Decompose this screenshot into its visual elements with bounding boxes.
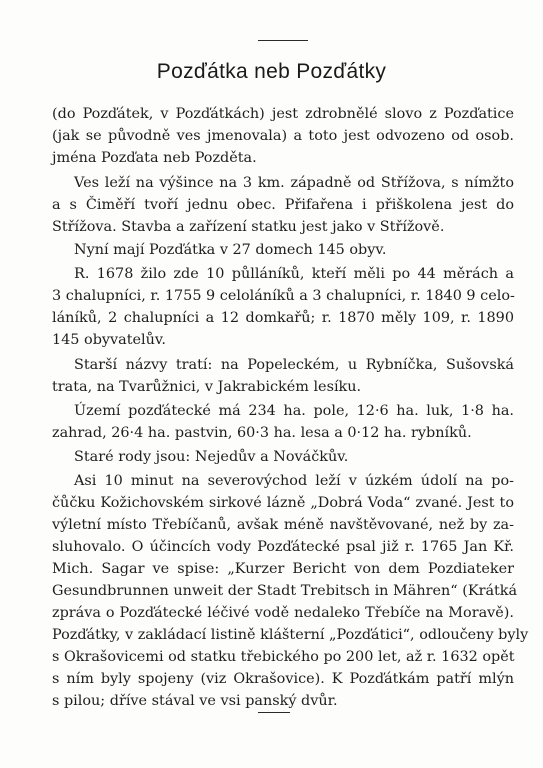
text-line: Nyní mají Pozďátka v 27 domech 145 obyv.	[74, 242, 387, 258]
top-rule	[258, 40, 308, 41]
text-line: Pozďátky, v zakládací listině klášterní „Pozďátici“, odloučeny byly	[52, 627, 529, 643]
text-line: Asi 10 minut na severovýchod leží v úzkém údolí na po-	[74, 473, 514, 489]
text-line: 3 chalupníci, r. 1755 9 celoláníků a 3 chalupníci, r. 1840 9 celo-	[52, 288, 515, 304]
text-line: Starší názvy tratí: na Popeleckém, u Rybníčka, Sušovská	[74, 357, 514, 373]
text-line: 145 obyvatelův.	[52, 332, 166, 348]
text-line: láníků, 2 chalupníci a 12 domkařů; r. 1870 měly 109, r. 1890	[52, 310, 514, 326]
text-line: čůčku Kožichovském sirkové lázně „Dobrá Voda“ zvané. Jest to	[52, 495, 514, 511]
text-line: (jak se původně ves jmenovala) a toto jest odvozeno od osob.	[52, 128, 514, 144]
text-line: Staré rody jsou: Nejedův a Nováčkův.	[74, 449, 349, 465]
text-line: Území pozďátecké má 234 ha. pole, 12·6 ha. luk, 1·8 ha.	[74, 403, 514, 419]
text-line: sluhovalo. O účincích vody Pozďátecké psal již r. 1765 Jan Kř.	[52, 539, 514, 555]
text-line: zahrad, 26·4 ha. pastvin, 60·3 ha. lesa a 0·12 ha. rybníků.	[52, 425, 472, 441]
text-line: výletní místo Třebíčanů, avšak méně navštěvované, než by za-	[52, 517, 514, 533]
text-line: Střížova. Stavba a zařízení statku jest jako v Střížově.	[52, 219, 445, 235]
text-line: s ním byly spojeny (viz Okrašovice). K Pozďátkám patří mlýn	[52, 671, 514, 687]
text-line: jména Pozďata neb Pozděta.	[52, 150, 257, 166]
text-line: Ves leží na výšince na 3 km. západně od Střížova, s nímžto	[74, 175, 514, 191]
text-line: s pilou; dříve stával ve vsi panský dvůr.	[52, 693, 338, 709]
text-line: trata, na Tvarůžnici, v Jakrabickém lesíku.	[52, 379, 362, 395]
text-line: (do Pozďátek, v Pozďátkách) jest zdrobnělé slovo z Pozďatice	[52, 106, 514, 122]
text-line: zpráva o Pozďátecké léčivé vodě nedaleko Třebíče na Moravě).	[52, 605, 514, 621]
page-title: Pozďátka neb Pozďátky	[156, 60, 387, 83]
text-line: Mich. Sagar ve spise: „Kurzer Bericht von dem Pozdiateker	[52, 561, 514, 577]
text-line: a s Čiměří tvoří jednu obec. Přifařena i přiškolena jest do	[52, 197, 514, 213]
text-line: R. 1678 žilo zde 10 půlláníků, kteří měli po 44 měrách a	[74, 266, 514, 282]
text-line: Gesundbrunnen unweit der Stadt Trebitsch in Mähren“ (Krátká	[52, 583, 518, 599]
text-line: s Okrašovicemi od statku třebického po 200 let, až r. 1632 opět	[52, 649, 515, 665]
bottom-rule	[258, 712, 290, 713]
